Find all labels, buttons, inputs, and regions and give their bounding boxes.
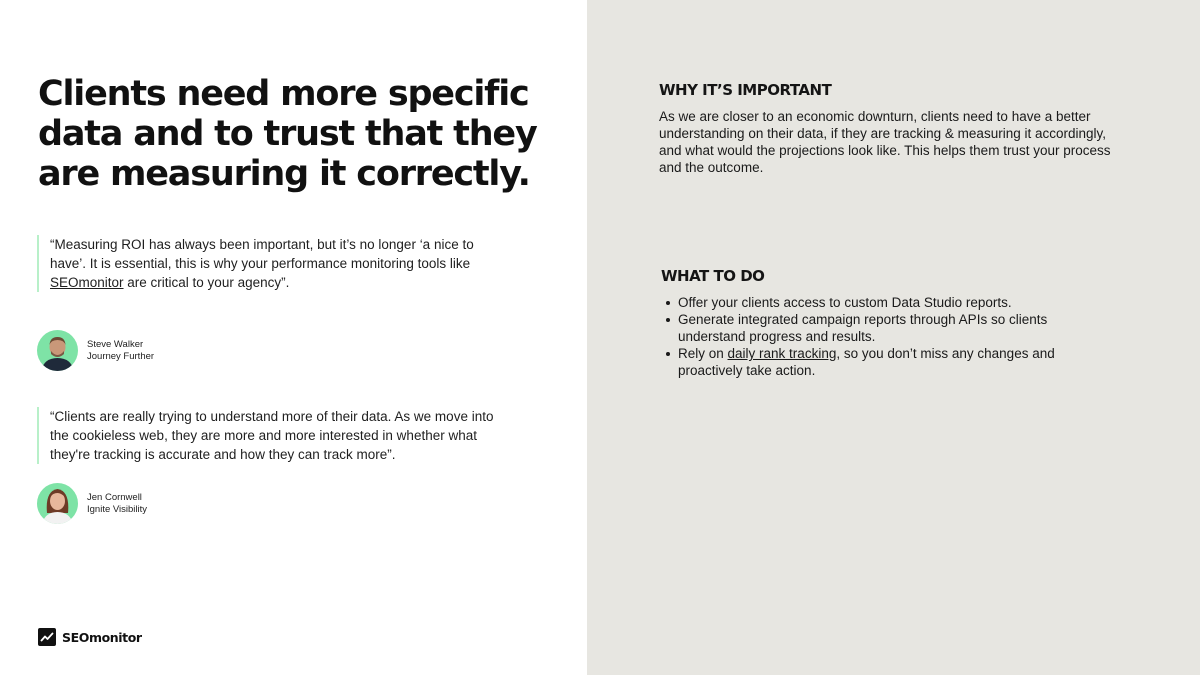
person-name: Jen Cornwell (87, 491, 142, 503)
quote-text-before: “Measuring ROI has always been important, but it’s no longer ‘a nice to have’. It is essential, this is why your performance monitoring tools like (50, 237, 474, 271)
list-item-text-after: , so you don’t miss any changes and proactively take action. (678, 346, 1055, 378)
list-item (664, 345, 1084, 379)
left-panel (0, 0, 587, 675)
trend-line-icon (38, 628, 56, 646)
daily-rank-tracking-link[interactable]: daily rank tracking (727, 346, 837, 361)
person-name: Steve Walker (87, 338, 144, 350)
avatar (37, 483, 78, 524)
brand-logo (38, 628, 142, 646)
what-to-do-heading: WHAT TO DO (661, 267, 765, 285)
what-to-do-list (664, 294, 1084, 379)
person-steve-walker (37, 330, 154, 371)
brand-name: SEOmonitor (62, 629, 142, 645)
page-headline: Clients need more specific data and to trust that they are measuring it correctly. (38, 74, 537, 194)
person-info (87, 492, 147, 516)
list-item: Offer your clients access to custom Data Studio reports. (664, 294, 1084, 311)
seomonitor-link[interactable]: SEOmonitor (50, 275, 124, 290)
man-portrait-icon (37, 330, 78, 371)
quote-text-after: are critical to your agency”. (123, 275, 290, 290)
person-jen-cornwell (37, 483, 147, 524)
why-important-body: As we are closer to an economic downturn, clients need to have a better understanding on their data, if they are tracking & measuring it accordingly, and what would the projections look like. This helps them trust your process and the outcome. (659, 109, 1111, 175)
why-important-heading: WHY IT’S IMPORTANT (659, 81, 832, 99)
avatar (37, 330, 78, 371)
quote-jen-cornwell: “Clients are really trying to understand more of their data. As we move into the cookieless web, they are more and more interested in whether what they're tracking is accurate and how they can track more”. (37, 407, 507, 464)
list-item: Generate integrated campaign reports through APIs so clients understand progress and results. (664, 311, 1084, 345)
person-info (87, 339, 154, 363)
person-company: Journey Further (87, 350, 155, 362)
quote-steve-walker (37, 235, 507, 292)
person-company: Ignite Visibility (87, 503, 148, 515)
list-item-text-before: Rely on (678, 346, 728, 361)
woman-portrait-icon (37, 483, 78, 524)
